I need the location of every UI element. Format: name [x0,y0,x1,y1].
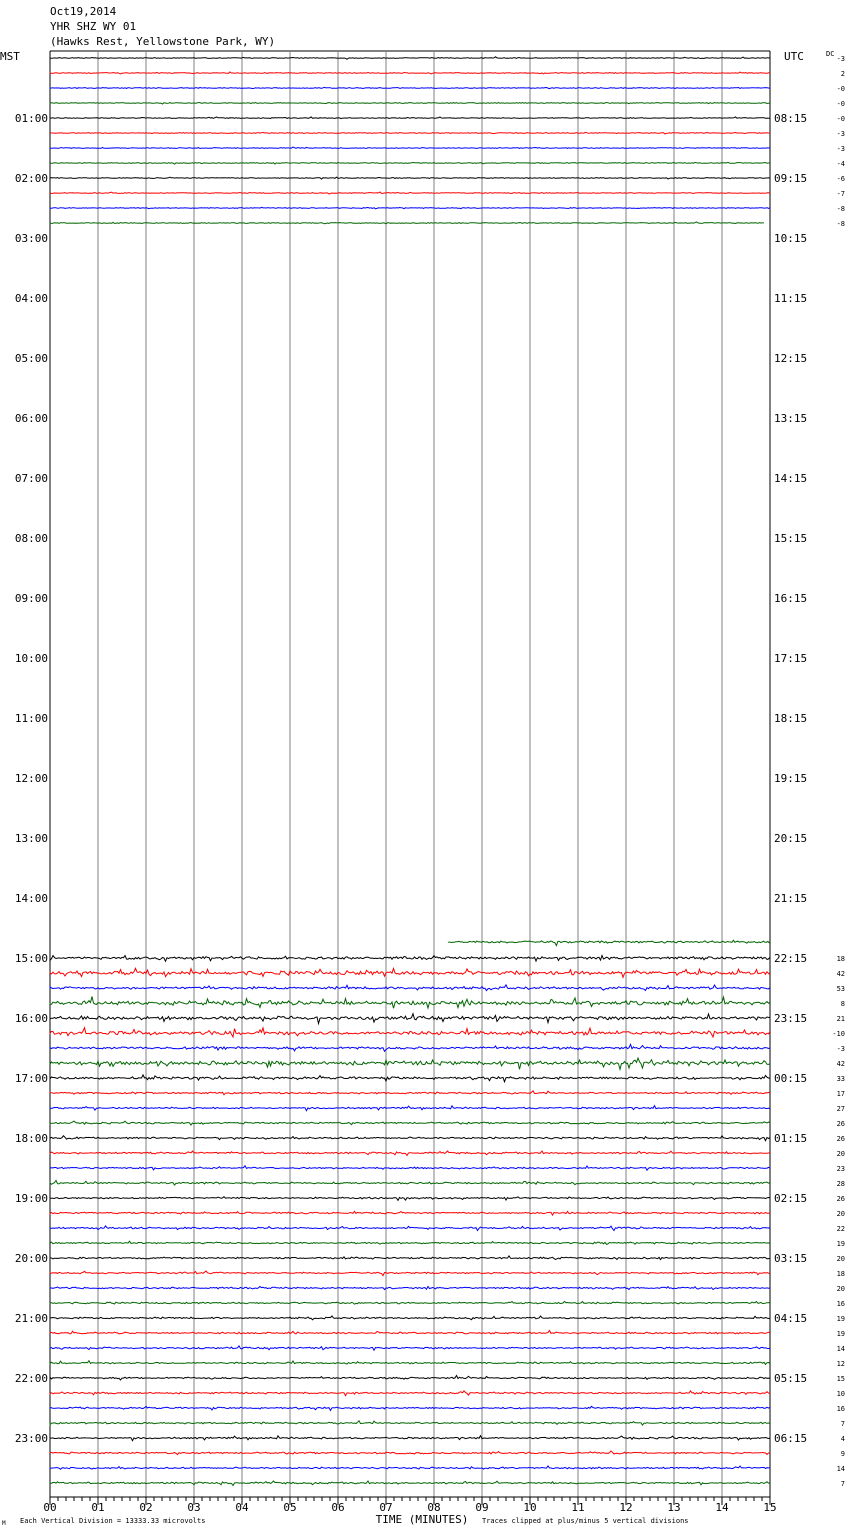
trace-line [50,1091,770,1095]
dc-offset-label: 33 [836,1075,845,1083]
left-hour-label: 10:00 [14,652,48,665]
x-axis-title: TIME (MINUTES) [375,1513,469,1526]
trace-line [50,1151,770,1156]
trace-line [50,1075,770,1082]
plot-date: Oct19,2014 [50,5,117,18]
station-code: YHR SHZ WY 01 [50,20,137,33]
trace-line [448,940,769,945]
right-hour-label: 16:15 [774,592,808,605]
x-tick-label: 03 [187,1501,201,1514]
right-hour-label: 03:15 [774,1252,808,1265]
left-hour-label: 15:00 [14,952,48,965]
trace-line [50,1406,770,1410]
trace-line [50,1286,770,1289]
trace-line [50,1166,770,1170]
left-hour-label: 09:00 [14,592,48,605]
trace-line [50,192,770,194]
right-hour-label: 23:15 [774,1012,808,1025]
trace-line [50,103,770,105]
left-hour-label: 12:00 [14,772,48,785]
dc-offset-label: 26 [836,1135,845,1143]
dc-offset-label: 26 [836,1120,845,1128]
right-hour-label: 05:15 [774,1372,808,1385]
x-tick-label: 06 [331,1501,345,1514]
left-hour-label: 22:00 [14,1372,48,1385]
dc-offset-label: -8 [836,205,845,213]
trace-line [50,1271,770,1276]
trace-line [50,1376,770,1381]
dc-offset-label: 19 [836,1330,845,1338]
right-hour-label: 06:15 [774,1432,808,1445]
right-hour-label: 20:15 [774,832,808,845]
x-tick-label: 13 [667,1501,681,1514]
trace-line [50,1211,770,1215]
dc-offset-label: 15 [836,1375,845,1383]
x-tick-label: 08 [427,1501,441,1514]
left-hour-label: 21:00 [14,1312,48,1325]
trace-line [50,956,770,962]
dc-offset-label: 20 [836,1150,845,1158]
trace-line [50,1058,770,1069]
x-tick-label: 04 [235,1501,249,1514]
trace-line [50,147,770,148]
dc-offset-label: 22 [836,1225,845,1233]
right-hour-label: 08:15 [774,112,808,125]
trace-line [50,222,764,224]
right-hour-label: 00:15 [774,1072,808,1085]
dc-offset-label: 8 [840,1000,845,1008]
dc-offset-label: 4 [840,1435,845,1443]
x-tick-label: 07 [379,1501,393,1514]
corner-mark: M [2,1520,6,1527]
trace-line [50,177,770,179]
right-hour-label: 12:15 [774,352,808,365]
dc-offset-label: 26 [836,1195,845,1203]
right-hour-label: 14:15 [774,472,808,485]
trace-line [50,997,770,1009]
x-tick-label: 01 [91,1501,105,1514]
trace-line [50,968,770,977]
x-tick-label: 00 [43,1501,57,1514]
dc-offset-label: 18 [836,955,845,963]
left-hour-label: 03:00 [14,232,48,245]
dc-offset-label: 42 [836,1060,845,1068]
left-hour-label: 17:00 [14,1072,48,1085]
dc-offset-label: -3 [836,130,845,138]
trace-line [50,1481,770,1486]
trace-line [50,1301,770,1304]
dc-offset-label: 14 [836,1345,845,1353]
right-hour-label: 02:15 [774,1192,808,1205]
trace-line [50,1391,770,1396]
trace-line [50,1014,770,1024]
x-tick-label: 10 [523,1501,537,1514]
right-hour-label: 22:15 [774,952,808,965]
left-hour-label: 11:00 [14,712,48,725]
trace-line [50,1316,770,1320]
left-hour-label: 23:00 [14,1432,48,1445]
dc-offset-label: 21 [836,1015,845,1023]
left-timezone-label: MST [0,50,20,63]
left-hour-label: 07:00 [14,472,48,485]
dc-offset-label: -0 [836,100,845,108]
right-hour-label: 01:15 [774,1132,808,1145]
trace-line [50,1028,770,1037]
dc-offset-label: 16 [836,1405,845,1413]
dc-offset-label: 20 [836,1255,845,1263]
x-tick-label: 12 [619,1501,633,1514]
dc-offset-label: 16 [836,1300,845,1308]
dc-offset-label: -3 [836,55,845,63]
trace-line [50,1361,770,1365]
dc-offset-label: 7 [840,1420,845,1428]
trace-line [50,57,770,60]
x-tick-label: 14 [715,1501,729,1514]
x-tick-label: 02 [139,1501,153,1514]
dc-offset-label: -6 [836,175,845,183]
right-hour-label: 11:15 [774,292,808,305]
trace-line [50,1346,770,1350]
left-hour-label: 04:00 [14,292,48,305]
dc-offset-label: 20 [836,1285,845,1293]
left-hour-label: 16:00 [14,1012,48,1025]
dc-offset-label: 28 [836,1180,845,1188]
trace-line [50,1044,770,1051]
dc-offset-label: 27 [836,1105,845,1113]
x-tick-label: 09 [475,1501,489,1514]
trace-line [50,1226,770,1231]
right-hour-label: 10:15 [774,232,808,245]
vertical-division-note: Each Vertical Division = 13333.33 microvolts [20,1517,206,1525]
dc-offset-label: 23 [836,1165,845,1173]
trace-line [50,985,770,991]
dc-offset-label: 42 [836,970,845,978]
left-hour-label: 18:00 [14,1132,48,1145]
trace-line [50,1106,770,1111]
dc-offset-label: -10 [832,1030,845,1038]
dc-label: DC [826,50,835,58]
dc-offset-label: -0 [836,85,845,93]
dc-offset-label: -3 [836,1045,845,1053]
trace-line [50,1256,770,1260]
dc-offset-label: 14 [836,1465,845,1473]
right-hour-label: 09:15 [774,172,808,185]
dc-offset-label: 7 [840,1480,845,1488]
dc-offset-label: -3 [836,145,845,153]
dc-offset-label: 9 [840,1450,845,1458]
dc-offset-label: 2 [840,70,845,78]
trace-line [50,162,770,164]
dc-offset-label: 12 [836,1360,845,1368]
left-hour-label: 19:00 [14,1192,48,1205]
trace-line [50,1466,770,1469]
dc-offset-label: -8 [836,220,845,228]
dc-offset-label: 19 [836,1315,845,1323]
dc-offset-label: 19 [836,1240,845,1248]
right-hour-label: 19:15 [774,772,808,785]
left-hour-label: 02:00 [14,172,48,185]
left-hour-label: 06:00 [14,412,48,425]
left-hour-label: 20:00 [14,1252,48,1265]
dc-offset-label: -7 [836,190,845,198]
trace-line [50,132,770,134]
trace-line [50,1197,770,1201]
trace-line [50,1241,770,1244]
right-timezone-label: UTC [784,50,804,63]
station-location: (Hawks Rest, Yellowstone Park, WY) [50,35,276,48]
dc-offset-label: -4 [836,160,845,168]
trace-line [50,1121,770,1125]
trace-line [50,117,770,119]
trace-line [50,1436,770,1441]
trace-line [50,87,770,88]
clipping-note: Traces clipped at plus/minus 5 vertical divisions [482,1517,689,1525]
right-hour-label: 21:15 [774,892,808,905]
left-hour-label: 05:00 [14,352,48,365]
trace-line [50,1180,770,1185]
dc-offset-label: 17 [836,1090,845,1098]
dc-offset-label: 10 [836,1390,845,1398]
dc-offset-label: -0 [836,115,845,123]
right-hour-label: 04:15 [774,1312,808,1325]
trace-line [50,1136,770,1141]
left-hour-label: 01:00 [14,112,48,125]
left-hour-label: 13:00 [14,832,48,845]
right-hour-label: 18:15 [774,712,808,725]
left-hour-label: 14:00 [14,892,48,905]
trace-line [50,1331,770,1334]
dc-offset-label: 20 [836,1210,845,1218]
right-hour-label: 15:15 [774,532,808,545]
trace-line [50,1451,770,1455]
dc-offset-label: 53 [836,985,845,993]
x-tick-label: 11 [571,1501,585,1514]
trace-line [50,1421,770,1425]
dc-offset-label: 18 [836,1270,845,1278]
trace-line [50,72,770,74]
left-hour-label: 08:00 [14,532,48,545]
x-tick-label: 15 [763,1501,777,1514]
right-hour-label: 17:15 [774,652,808,665]
trace-line [50,207,770,209]
right-hour-label: 13:15 [774,412,808,425]
x-tick-label: 05 [283,1501,297,1514]
